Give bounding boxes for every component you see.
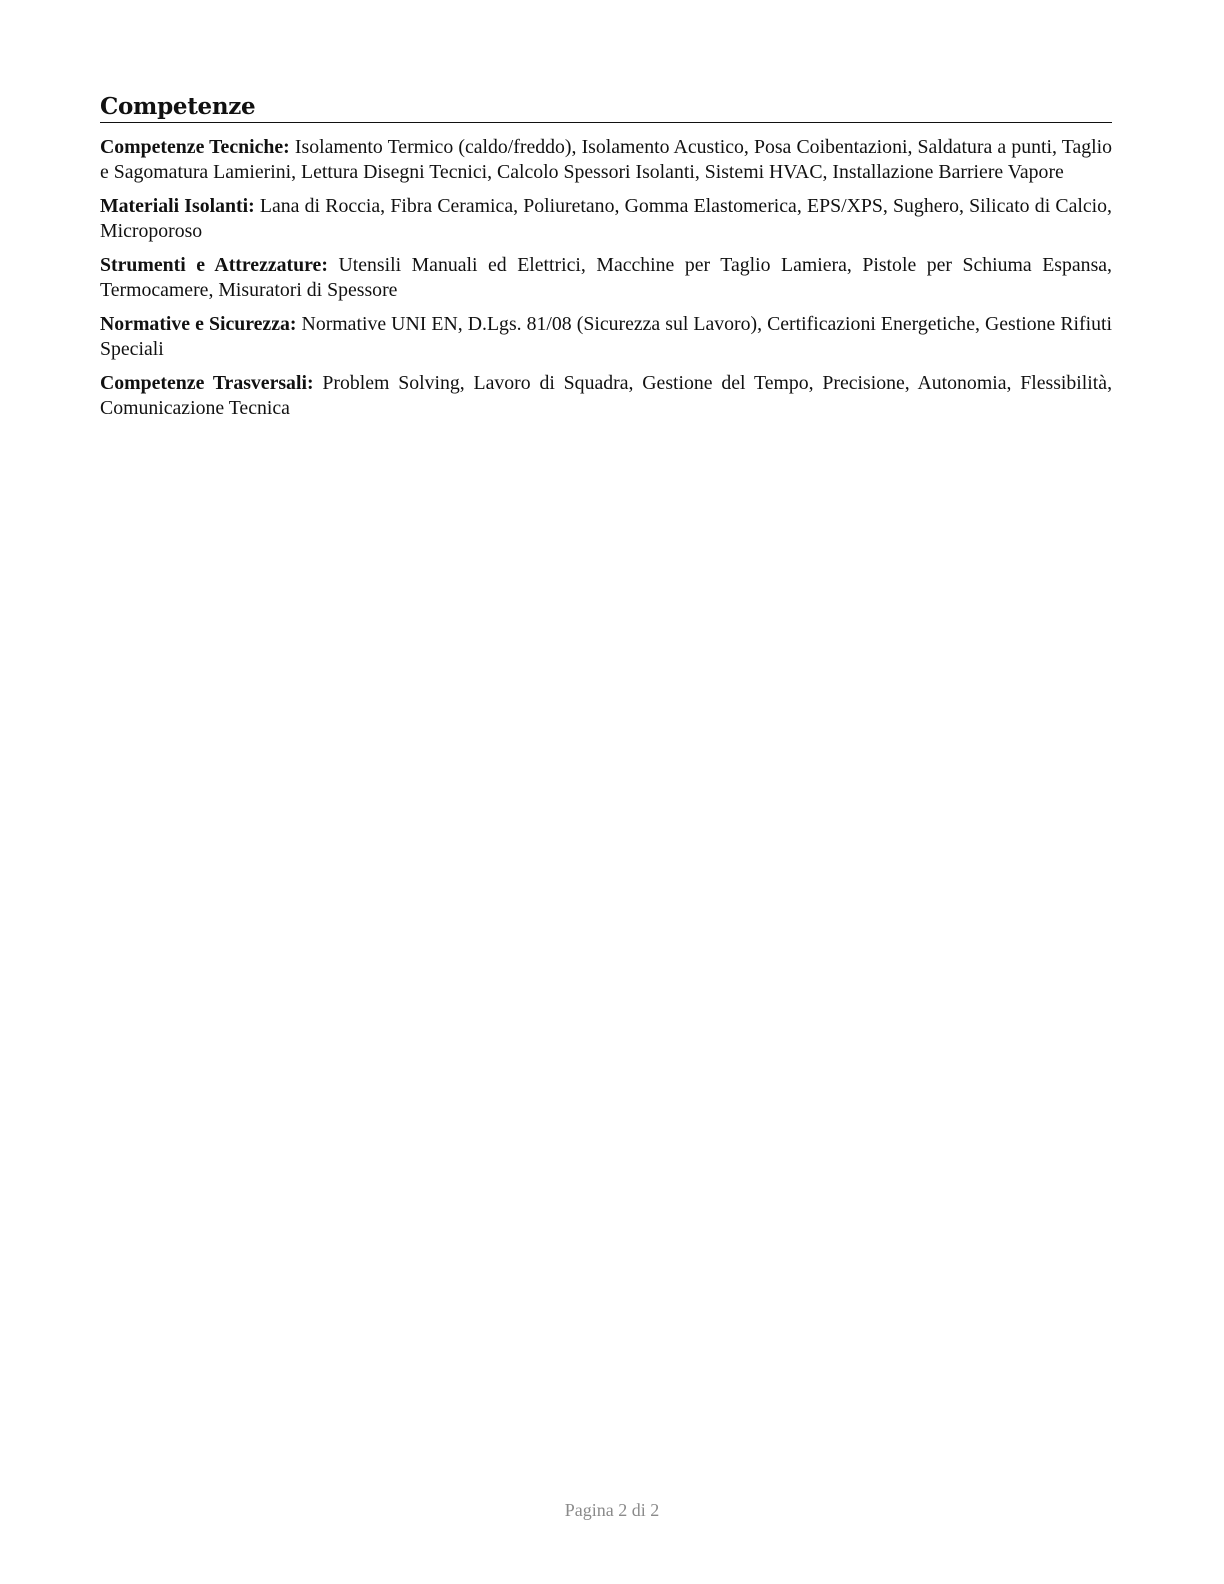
skill-regulations: [100, 312, 1112, 362]
skill-text: Normative UNI EN, D.Lgs. 81/08 (Sicurezza sul Lavoro), Certificazioni Energetiche, Gestione Rifiuti Speciali: [100, 313, 1112, 360]
skill-label: Normative e Sicurezza:: [100, 313, 297, 335]
skill-text: Utensili Manuali ed Elettrici, Macchine per Taglio Lamiera, Pistole per Schiuma Espansa, Termocamere, Misuratori di Spessore: [100, 254, 1112, 301]
skill-text: Problem Solving, Lavoro di Squadra, Gestione del Tempo, Precisione, Autonomia, Flessibilità, Comunicazione Tecnica: [100, 372, 1113, 419]
skill-tools: [100, 253, 1112, 303]
skill-label: Competenze Trasversali:: [100, 372, 314, 394]
skill-text: Lana di Roccia, Fibra Ceramica, Poliuretano, Gomma Elastomerica, EPS/XPS, Sughero, Silicato di Calcio, Microporoso: [100, 195, 1112, 242]
page-content: [100, 92, 1112, 421]
skill-materials: [100, 194, 1112, 244]
skill-label: Competenze Tecniche:: [100, 136, 290, 158]
skill-technical: [100, 135, 1112, 185]
skill-text: Isolamento Termico (caldo/freddo), Isolamento Acustico, Posa Coibentazioni, Saldatura a punti, Taglio e Sagomatura Lamierini, Lettura Disegni Tecnici, Calcolo Spessori Isolanti, Sistemi HVAC, Installazione Barriere Vapore: [100, 136, 1112, 183]
skill-soft: [100, 371, 1112, 421]
skill-label: Strumenti e Attrezzature:: [100, 254, 328, 276]
skill-label: Materiali Isolanti:: [100, 195, 255, 217]
section-title: Competenze: [100, 92, 1112, 123]
page-number: Pagina 2 di 2: [564, 1500, 660, 1520]
